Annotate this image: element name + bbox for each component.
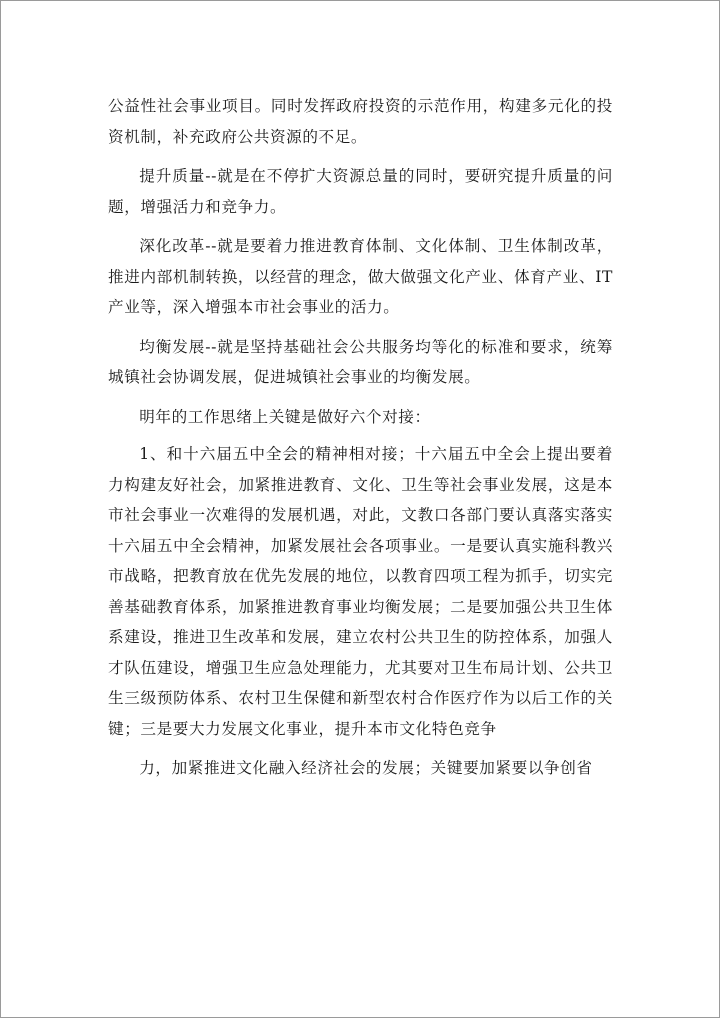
document-body: [108, 91, 613, 793]
paragraph-6: 1、和十六届五中全会的精神相对接；十六届五中全会上提出要着力构建友好社会，加紧推进教育、文化、卫生等社会事业发展，这是本市社会事业一次难得的发展机遇，对此，文教口各部门要认真落实落实十六届五中全会精神，加紧发展社会各项事业。一是要认真实施科教兴市战略，把教育放在优先发展的地位，以教育四项工程为抓手，切实完善基础教育体系，加紧推进教育事业均衡发展；二是要加强公共卫生体系建设，推进卫生改革和发展，建立农村公共卫生的防控体系，加强人才队伍建设，增强卫生应急处理能力，尤其要对卫生布局计划、公共卫生三级预防体系、农村卫生保健和新型农村合作医疗作为以后工作的关键；三是要大力发展文化事业，提升本市文化特色竞争: [108, 445, 613, 738]
paragraph-2: 提升质量--就是在不停扩大资源总量的同时，要研究提升质量的问题，增强活力和竞争力。: [108, 167, 613, 216]
paragraph-1: 公益性社会事业项目。同时发挥政府投资的示范作用，构建多元化的投资机制，补充政府公共资源的不足。: [108, 97, 613, 146]
paragraph-4: 均衡发展--就是坚持基础社会公共服务均等化的标准和要求，统筹城镇社会协调发展，促进城镇社会事业的均衡发展。: [108, 337, 613, 386]
paragraph-5: 明年的工作思绪上关键是做好六个对接：: [139, 407, 431, 426]
paragraph-7: 力，加紧推进文化融入经济社会的发展；关键要加紧要以争创省: [139, 759, 593, 777]
paragraph-3: 深化改革--就是要着力推进教育体制、文化体制、卫生体制改革，推进内部机制转换，以经营的理念，做大做强文化产业、体育产业、IT 产业等，深入增强本市社会事业的活力。: [108, 237, 613, 316]
